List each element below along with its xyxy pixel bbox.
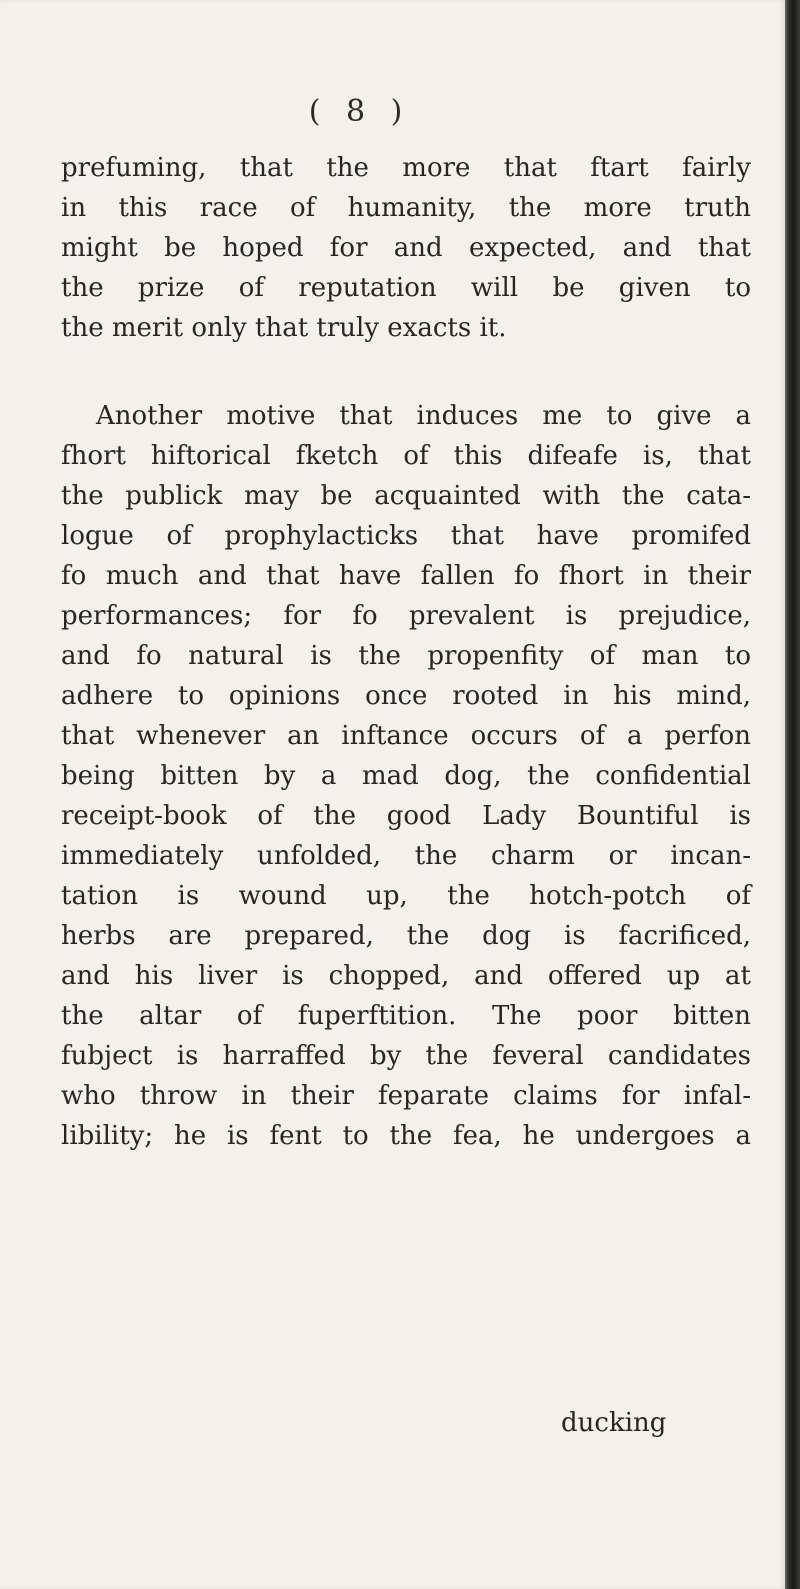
text-line: and his liver is chopped, and offered up at: [61, 961, 751, 991]
text-line: receipt-book of the good Lady Bountiful is: [61, 801, 751, 831]
text-line: fhort hiftorical fketch of this difeafe is, that: [61, 441, 751, 471]
text-line: adhere to opinions once rooted in his mind,: [61, 681, 751, 711]
text-line: fubject is harraffed by the feveral candidates: [61, 1041, 751, 1071]
text-line: immediately unfolded, the charm or incan-: [61, 841, 751, 871]
text-line: the merit only that truly exacts it.: [61, 313, 507, 343]
text-line: being bitten by a mad dog, the confidential: [61, 761, 751, 791]
text-line: in this race of humanity, the more truth: [61, 193, 751, 223]
text-line: fo much and that have fallen fo fhort in their: [61, 561, 751, 591]
page-text: [61, 148, 751, 1156]
text-line: that whenever an inftance occurs of a perfon: [61, 721, 751, 751]
text-line: logue of prophylacticks that have promifed: [61, 521, 751, 551]
catchword: ducking: [561, 1408, 667, 1438]
text-line: who throw in their feparate claims for infal-: [61, 1081, 751, 1111]
text-line: libility; he is fent to the fea, he undergoes a: [61, 1121, 751, 1151]
text-line: and fo natural is the propenfity of man to: [61, 641, 751, 671]
paragraph-gap: [61, 348, 751, 396]
text-line: might be hoped for and expected, and that: [61, 233, 751, 263]
page-number: ( 8 ): [308, 94, 411, 129]
page-edge-shadow: [785, 0, 800, 1589]
text-line: the publick may be acquainted with the cata-: [61, 481, 751, 511]
text-line: performances; for fo prevalent is prejudice,: [61, 601, 751, 631]
text-line: tation is wound up, the hotch-potch of: [61, 881, 751, 911]
text-line: prefuming, that the more that ftart fairly: [61, 153, 751, 183]
text-line: the altar of fuperftition. The poor bitten: [61, 1001, 751, 1031]
text-line: the prize of reputation will be given to: [61, 273, 751, 303]
text-line: herbs are prepared, the dog is facrificed,: [61, 921, 751, 951]
text-line: Another motive that induces me to give a: [96, 401, 751, 431]
